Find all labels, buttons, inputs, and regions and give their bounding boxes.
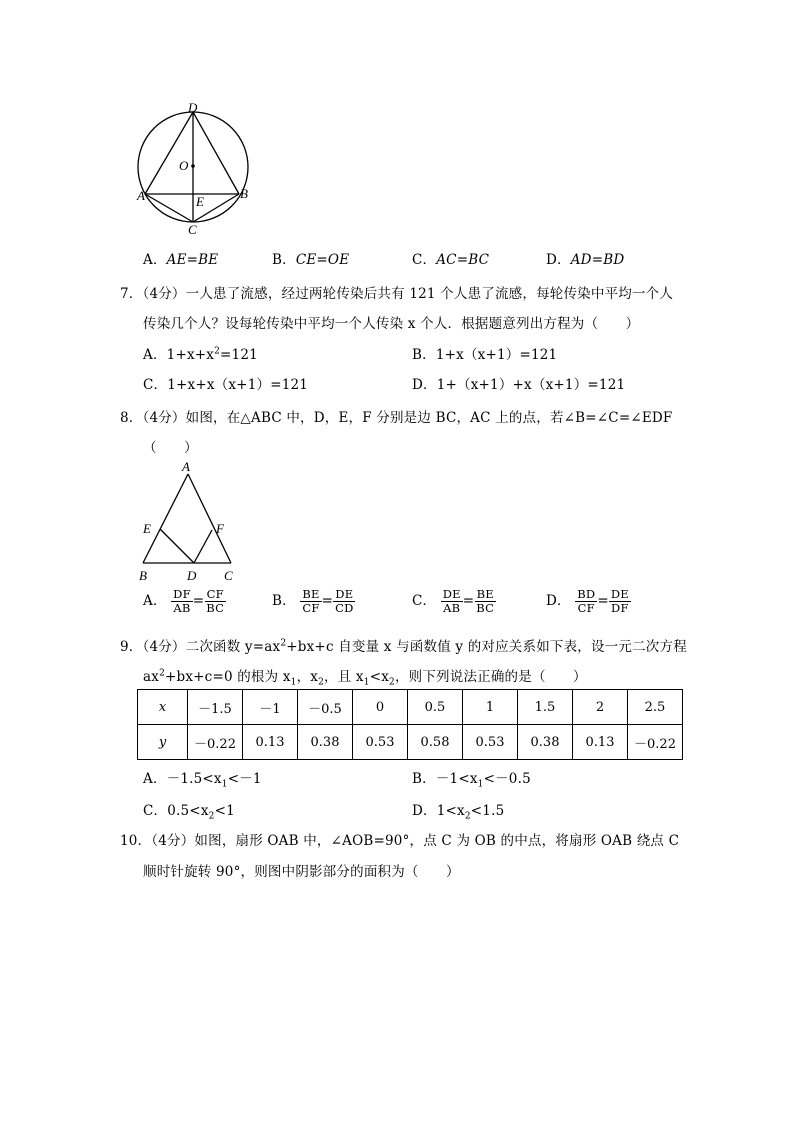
- numerator: BE: [476, 587, 494, 601]
- q7-stem-line2: 传染几个人？设每轮传染中平均一个人传染 x 个人．根据题意列出方程为（ ）: [143, 316, 640, 332]
- option-text-post: <1: [214, 803, 235, 819]
- option-text-post: =121: [220, 347, 258, 363]
- label-f: F: [216, 521, 224, 536]
- option-letter: B．: [412, 771, 436, 787]
- segment-bd: [193, 112, 239, 194]
- fraction: [609, 588, 631, 615]
- option-letter: B．: [272, 252, 296, 268]
- table-cell: 1: [463, 690, 518, 725]
- numerator: DE: [610, 587, 629, 601]
- denominator: DF: [611, 601, 629, 615]
- triangle-figure: [134, 458, 244, 583]
- option-text-post: <1.5: [470, 803, 505, 819]
- table-cell: 0.13: [243, 725, 298, 760]
- option-letter: D．: [412, 803, 437, 819]
- option-letter: A．: [143, 593, 167, 609]
- table-cell: －0.22: [188, 725, 243, 760]
- q7-option-d[interactable]: [412, 373, 625, 393]
- segment-ed: [160, 529, 194, 563]
- option-letter: B．: [412, 347, 436, 363]
- option-letter: D．: [412, 377, 437, 393]
- table-header-x: x: [138, 690, 188, 725]
- option-letter: A．: [143, 252, 167, 268]
- q7-option-c[interactable]: [143, 373, 308, 393]
- q9-option-d[interactable]: [412, 799, 504, 822]
- stem-part: +bx+c 自变量 x 与函数值 y 的对应关系如下表，设一元二次方程: [286, 639, 687, 655]
- value-table-wrap: [137, 689, 683, 760]
- option-sub: 2: [208, 811, 215, 822]
- segment-ad: [145, 112, 193, 194]
- fraction: [474, 588, 496, 615]
- table-cell: 0: [353, 690, 408, 725]
- stem-part: <x: [369, 669, 390, 685]
- equals-sign: =: [597, 593, 609, 609]
- numerator: CF: [206, 587, 224, 601]
- fraction: [333, 588, 355, 615]
- q8-option-a[interactable]: [143, 588, 226, 615]
- label-c: C: [224, 568, 233, 583]
- fraction: [441, 588, 463, 615]
- fraction: [171, 588, 193, 615]
- q6-option-b[interactable]: [272, 248, 349, 268]
- label-d: D: [188, 100, 198, 115]
- table-row-y: [138, 725, 683, 760]
- table-cell: －0.22: [628, 725, 683, 760]
- table-cell: 2.5: [628, 690, 683, 725]
- label-b: B: [240, 186, 248, 201]
- q10-stem-line1: 10．（4分）如图，扇形 OAB 中，∠AOB=90°，点 C 为 OB 的中点，将扇形 OAB 绕点 C: [120, 833, 680, 849]
- stem-sup: 2: [280, 638, 287, 649]
- equals-sign: =: [462, 593, 475, 609]
- stem-sub: 1: [363, 677, 370, 688]
- segment-fd: [194, 530, 212, 563]
- option-letter: B．: [272, 593, 296, 609]
- stem-part: ，且 x: [324, 669, 364, 685]
- denominator: BC: [476, 601, 495, 615]
- stem-part: ，x: [296, 669, 319, 685]
- q6-option-a[interactable]: [143, 248, 218, 268]
- table-row-x: [138, 690, 683, 725]
- option-letter: C．: [143, 377, 168, 393]
- option-letter: A．: [143, 347, 167, 363]
- fraction: [204, 588, 226, 615]
- option-text: AC=BC: [436, 252, 490, 268]
- label-a: A: [137, 188, 145, 203]
- q8-option-c[interactable]: [412, 588, 496, 615]
- numerator: DF: [173, 587, 191, 601]
- option-text-pre: －1<x: [435, 771, 478, 787]
- numerator: BE: [302, 587, 320, 601]
- denominator: CD: [335, 601, 354, 615]
- option-letter: C．: [412, 593, 437, 609]
- table-cell: 0.53: [463, 725, 518, 760]
- label-o: O: [179, 158, 189, 173]
- option-text: 1+x+x（x+1）=121: [167, 377, 309, 393]
- table-cell: 1.5: [518, 690, 573, 725]
- segment-ac: [145, 194, 193, 222]
- q9-stem-line2: [143, 665, 587, 688]
- option-text-post: <－1: [227, 771, 262, 787]
- option-text: AE=BE: [166, 252, 219, 268]
- option-letter: C．: [143, 803, 168, 819]
- option-text-pre: 0.5<x: [167, 803, 209, 819]
- denominator: CF: [577, 601, 595, 615]
- table-cell: 2: [573, 690, 628, 725]
- segment-ac: [188, 474, 231, 563]
- option-text-pre: 1+x+x: [166, 347, 215, 363]
- table-cell: 0.13: [573, 725, 628, 760]
- equals-sign: =: [321, 593, 334, 609]
- stem-sup: 2: [159, 668, 165, 679]
- option-letter: D．: [546, 252, 571, 268]
- label-e: E: [143, 521, 151, 536]
- option-sub: 1: [221, 779, 228, 790]
- q9-option-c[interactable]: [143, 799, 235, 822]
- stem-part: ，则下列说法正确的是（ ）: [394, 669, 587, 685]
- numerator: DE: [442, 587, 461, 601]
- equals-sign: =: [192, 593, 205, 609]
- option-text: 1+x（x+1）=121: [435, 347, 558, 363]
- option-sub: 1: [477, 779, 484, 790]
- denominator: CF: [302, 601, 320, 615]
- table-header-y: y: [138, 725, 188, 760]
- q8-option-d[interactable]: [546, 588, 631, 615]
- table-cell: 0.5: [408, 690, 463, 725]
- fraction: [575, 588, 597, 615]
- stem-part: +bx+c=0 的根为 x: [165, 669, 291, 685]
- table-cell: －0.5: [298, 690, 353, 725]
- q10-stem-line2: 顺时针旋转 90°，则图中阴影部分的面积为（ ）: [143, 864, 460, 880]
- q8-stem-line2: （ ）: [143, 440, 198, 456]
- denominator: AB: [173, 601, 191, 615]
- option-sub: 2: [464, 811, 471, 822]
- q7-stem-line1: 7．（4分）一人患了流感，经过两轮传染后共有 121 个人患了流感，每轮传染中平均一个人: [120, 286, 674, 302]
- option-letter: D．: [546, 593, 571, 609]
- stem-part: 9．（4分）二次函数 y=ax: [120, 639, 281, 655]
- label-d: D: [187, 568, 197, 583]
- option-text-pre: －1.5<x: [166, 771, 222, 787]
- q7-option-b[interactable]: [412, 343, 557, 363]
- option-text: CE=OE: [295, 252, 350, 268]
- circle-figure: [130, 100, 260, 240]
- table-cell: 0.58: [408, 725, 463, 760]
- q9-stem-line1: [120, 635, 687, 655]
- table-cell: 0.38: [298, 725, 353, 760]
- table-cell: －1.5: [188, 690, 243, 725]
- denominator: AB: [443, 601, 461, 615]
- stem-sub: 1: [290, 677, 297, 688]
- numerator: DE: [335, 587, 354, 601]
- q8-option-b[interactable]: [272, 588, 356, 615]
- stem-sub: 2: [389, 677, 395, 688]
- label-e: E: [196, 194, 204, 209]
- label-c: C: [188, 222, 197, 237]
- option-text-post: <－0.5: [483, 771, 531, 787]
- q7-option-a[interactable]: [143, 343, 258, 363]
- table-cell: －1: [243, 690, 298, 725]
- q8-stem-line1: 8．（4分）如图，在△ABC 中，D，E，F 分别是边 BC，AC 上的点，若∠B=∠C=∠EDF: [120, 410, 673, 426]
- denominator: BC: [206, 601, 225, 615]
- table-cell: 0.38: [518, 725, 573, 760]
- q9-option-b[interactable]: [412, 767, 531, 790]
- option-text: 1+（x+1）+x（x+1）=121: [436, 377, 626, 393]
- option-sup: 2: [214, 346, 221, 357]
- numerator: BD: [577, 587, 596, 601]
- stem-sub: 2: [318, 677, 325, 688]
- stem-part: ax: [143, 669, 160, 685]
- q9-option-a[interactable]: [143, 767, 262, 790]
- label-b: B: [139, 568, 147, 583]
- option-letter: C．: [412, 252, 437, 268]
- option-letter: A．: [143, 771, 167, 787]
- fraction: [300, 588, 321, 615]
- q6-option-d[interactable]: [546, 248, 624, 268]
- option-text: AD=BD: [570, 252, 625, 268]
- center-point: [191, 164, 195, 168]
- label-a: A: [182, 459, 190, 474]
- option-text-pre: 1<x: [436, 803, 465, 819]
- value-table: [137, 689, 683, 760]
- table-cell: 0.53: [353, 725, 408, 760]
- q6-option-c[interactable]: [412, 248, 489, 268]
